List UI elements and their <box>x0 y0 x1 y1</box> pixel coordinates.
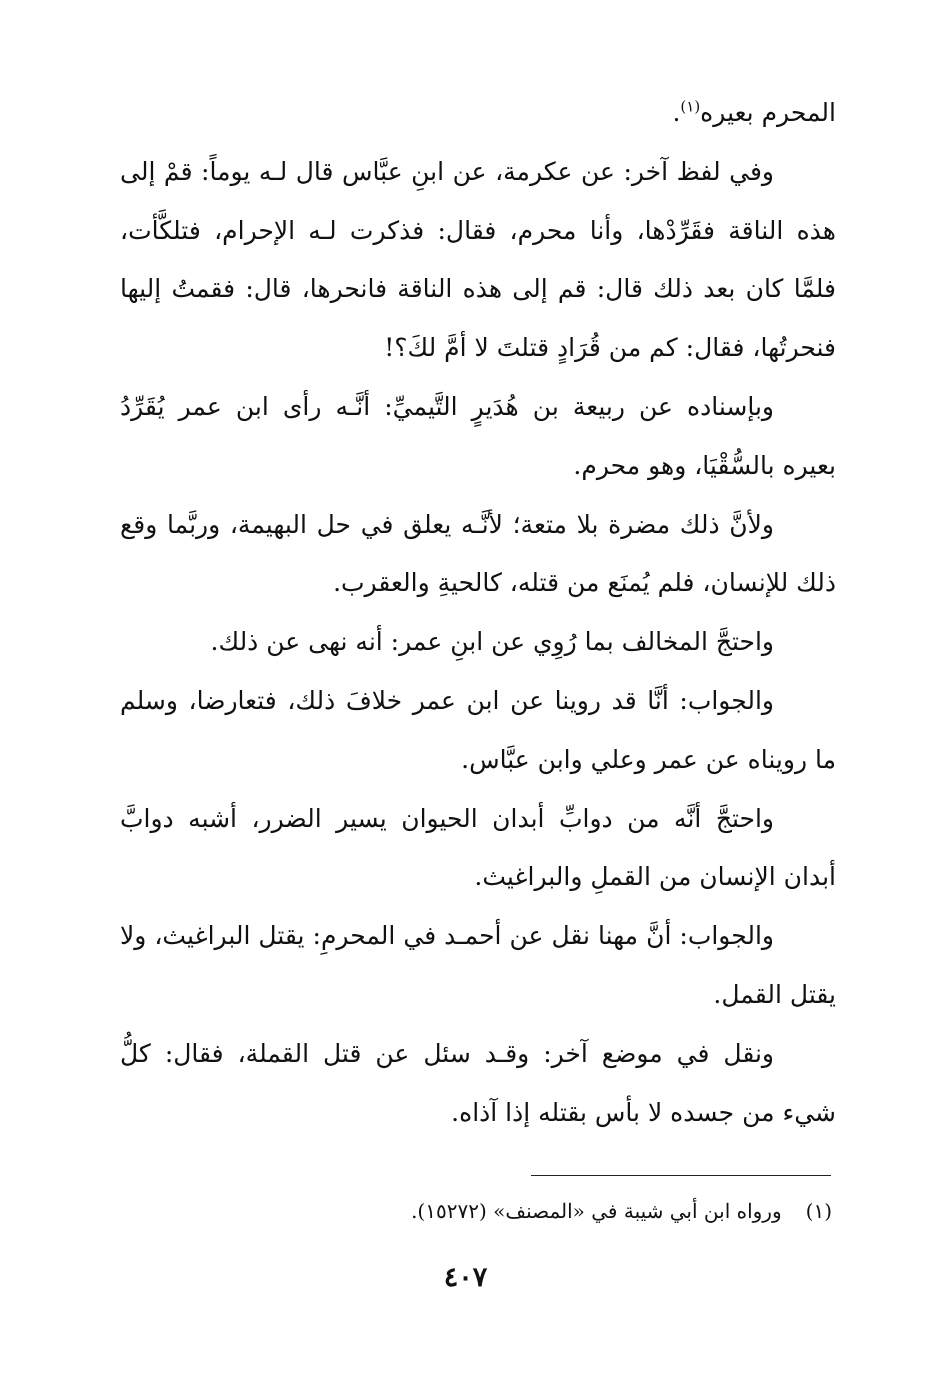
main-text <box>120 84 836 1142</box>
footnote-reference: (١) <box>680 97 701 116</box>
footnote-text: ورواه ابن أبي شيبة في «المصنف» (١٥٢٧٢). <box>411 1199 782 1223</box>
page-number: ٤٠٧ <box>443 1262 488 1293</box>
footnote <box>120 1196 832 1226</box>
footnote-divider <box>531 1175 831 1176</box>
paragraph-9: ونقل في موضع آخر: وقـد سئل عن قتل القملة، فقال: كلُّ شيء من جسده لا بأس بقتله إذا آذاه. <box>120 1038 836 1127</box>
footnote-number: (١) <box>805 1199 832 1223</box>
paragraph-1 <box>120 84 836 143</box>
paragraph-5: واحتجَّ المخالف بما رُوِي عن ابنِ عمر: أنه نهى عن ذلك. <box>210 627 774 657</box>
paragraph-1-tail: . <box>672 98 681 127</box>
paragraph-8: والجواب: أنَّ مهنا نقل عن أحمـد في المحرمِ: يقتل البراغيث، ولا يقتل القمل. <box>120 921 836 1009</box>
paragraph-1-text: المحرم بعيره <box>700 98 836 127</box>
paragraph-6: والجواب: أنَّا قد روينا عن ابن عمر خلافَ ذلك، فتعارضا، وسلم ما رويناه عن عمر وعلي وابن عبَّاس. <box>120 685 836 774</box>
paragraph-3: وبإسناده عن ربيعة بن هُدَيرٍ التَّيميِّ: أنَّـه رأى ابن عمر يُقَرِّدُ بعيره بالسُّقْيَا، وهو محرم. <box>120 391 836 480</box>
paragraph-4: ولأنَّ ذلك مضرة بلا متعة؛ لأنَّـه يعلق في حل البهيمة، وربَّما وقع ذلك للإنسان، فلم يُمنَع من قتله، كالحيةِ والعقرب. <box>120 509 836 598</box>
paragraph-2: وفي لفظ آخر: عن عكرمة، عن ابنِ عبَّاس قال لـه يوماً: قمْ إلى هذه الناقة فقَرِّدْها، وأنا محرم، فقال: فذكرت لـه الإحرام، فتلكَّأت، فلمَّا كان بعد ذلك قال: قم إلى هذه الناقة فانحرها، قال: فقمتُ إليها فنحرتُها، فقال: كم من قُرَادٍ قتلتَ لا أمَّ لكَ؟! <box>120 156 836 363</box>
paragraph-7: واحتجَّ أنَّه من دوابِّ أبدان الحيوان يسير الضرر، أشبه دوابَّ أبدان الإنسان من القملِ والبراغيث. <box>120 803 836 892</box>
